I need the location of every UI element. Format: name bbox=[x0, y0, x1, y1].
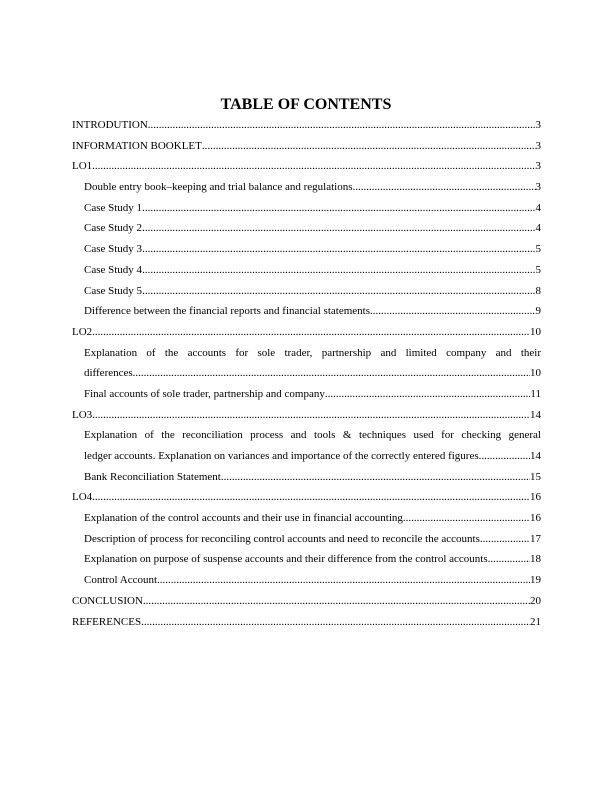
toc-entry-reconciliation-process[interactable] bbox=[72, 425, 541, 466]
toc-entry-page: 9 bbox=[535, 305, 541, 318]
toc-entry-label: Description of process for reconciling control accounts and need to reconcile the accounts bbox=[84, 532, 480, 545]
toc-entry-label: Double entry book–keeping and trial balance and regulations bbox=[84, 181, 353, 194]
toc-entry-case-study-4[interactable] bbox=[72, 260, 541, 281]
toc-entry-page: 19 bbox=[530, 574, 541, 587]
dot-leader bbox=[157, 570, 530, 591]
dot-leader bbox=[92, 405, 530, 426]
dot-leader bbox=[92, 156, 535, 177]
toc-entry-label-line1: Explanation of the reconciliation process and tools & techniques used for checking general bbox=[84, 429, 541, 442]
dot-leader bbox=[490, 549, 530, 570]
toc-entry-page: 15 bbox=[530, 470, 541, 483]
dot-leader bbox=[221, 467, 530, 488]
toc-entry-page: 17 bbox=[530, 532, 541, 545]
toc-entry-page: 11 bbox=[530, 387, 541, 400]
dot-leader bbox=[479, 446, 530, 467]
toc-entry-label: REFERENCES bbox=[72, 615, 142, 628]
toc-entry-final-accounts[interactable] bbox=[72, 384, 541, 405]
dot-leader bbox=[92, 322, 530, 343]
toc-entry-page: 3 bbox=[535, 160, 541, 173]
dot-leader bbox=[141, 612, 530, 633]
toc-entry-page: 21 bbox=[530, 615, 541, 628]
toc-entry-page: 8 bbox=[535, 284, 541, 297]
toc-entry-label: CONCLUSION bbox=[72, 594, 143, 607]
toc-entry-bank-reconciliation[interactable] bbox=[72, 467, 541, 488]
toc-entry-lo2[interactable] bbox=[72, 322, 541, 343]
toc-entry-page: 16 bbox=[530, 512, 541, 525]
toc-entry-label: Case Study 3 bbox=[84, 243, 143, 256]
toc-entry-page: 18 bbox=[530, 553, 541, 566]
toc-entry-difference-reports[interactable] bbox=[72, 301, 541, 322]
page-title: TABLE OF CONTENTS bbox=[220, 96, 392, 113]
toc-entry-label: LO2 bbox=[72, 325, 93, 338]
toc-entry-page: 16 bbox=[530, 491, 541, 504]
toc-entry-label: LO4 bbox=[72, 491, 93, 504]
toc-entry-label-line1: Explanation of the accounts for sole trader, partnership and limited company and their bbox=[84, 346, 541, 359]
toc-entry-label: Explanation on purpose of suspense accounts and their difference from the control accounts. bbox=[84, 553, 491, 566]
toc-entry-conclusion[interactable] bbox=[72, 591, 541, 612]
toc-entry-explanation-accounts[interactable] bbox=[72, 343, 541, 384]
dot-leader bbox=[480, 529, 530, 550]
toc-entry-lo3[interactable] bbox=[72, 405, 541, 426]
dot-leader bbox=[148, 115, 536, 136]
toc-entry-information-booklet[interactable] bbox=[72, 136, 541, 157]
toc-entry-label: Difference between the financial reports and financial statements. bbox=[84, 305, 373, 318]
toc-entry-label: Explanation of the control accounts and their use in financial accounting bbox=[84, 512, 403, 525]
dot-leader bbox=[142, 239, 535, 260]
toc-entry-page: 20 bbox=[530, 594, 541, 607]
toc-entry-page: 10 bbox=[530, 325, 541, 338]
toc-entry-control-accounts-use[interactable] bbox=[72, 508, 541, 529]
toc-entry-page: 3 bbox=[535, 181, 541, 194]
toc-entry-references[interactable] bbox=[72, 612, 541, 633]
dot-leader bbox=[373, 301, 536, 322]
toc-entry-label: Final accounts of sole trader, partnership and company bbox=[84, 387, 325, 400]
toc-entry-case-study-3[interactable] bbox=[72, 239, 541, 260]
toc-entry-label: LO3 bbox=[72, 408, 93, 421]
toc-entry-label: Case Study 1 bbox=[84, 201, 143, 214]
dot-leader bbox=[142, 281, 535, 302]
dot-leader bbox=[133, 363, 530, 384]
toc-entry-label: Case Study 5 bbox=[84, 284, 143, 297]
toc-entry-lo4[interactable] bbox=[72, 487, 541, 508]
toc-entry-page: 14 bbox=[530, 408, 541, 421]
toc-entry-label: Case Study 4 bbox=[84, 263, 143, 276]
dot-leader bbox=[142, 218, 535, 239]
dot-leader bbox=[92, 487, 530, 508]
toc-entry-page: 14 bbox=[530, 450, 541, 462]
dot-leader bbox=[325, 384, 531, 405]
toc-entry-page: 4 bbox=[535, 201, 541, 214]
toc-entry-case-study-2[interactable] bbox=[72, 218, 541, 239]
toc-entry-label: Case Study 2 bbox=[84, 222, 143, 235]
toc-entry-reconciling-control-accounts[interactable] bbox=[72, 529, 541, 550]
dot-leader bbox=[142, 198, 535, 219]
dot-leader bbox=[202, 136, 536, 157]
toc-entry-label: LO1 bbox=[72, 160, 93, 173]
toc-entry-control-account[interactable] bbox=[72, 570, 541, 591]
toc-entry-label-line2: differences bbox=[84, 367, 133, 380]
dot-leader bbox=[403, 508, 530, 529]
toc-entry-introduction[interactable] bbox=[72, 115, 541, 136]
toc-entry-case-study-5[interactable] bbox=[72, 281, 541, 302]
toc-entry-label: INFORMATION BOOKLET bbox=[72, 139, 202, 152]
toc-entry-page: 5 bbox=[535, 263, 541, 276]
toc-entry-label-line2: ledger accounts. Explanation on variances and importance of the correctly entered figures bbox=[84, 450, 479, 462]
dot-leader bbox=[353, 177, 536, 198]
toc-entry-suspense-accounts[interactable] bbox=[72, 549, 541, 570]
toc-entry-page: 10 bbox=[530, 367, 541, 380]
toc-entry-label: INTRODUTION bbox=[72, 119, 148, 131]
toc-entry-lo1[interactable] bbox=[72, 156, 541, 177]
toc-entry-page: 4 bbox=[535, 222, 541, 235]
toc-entry-label: Bank Reconciliation Statement bbox=[84, 470, 221, 483]
toc-entry-page: 3 bbox=[535, 119, 541, 131]
toc-entry-label: Control Account bbox=[84, 574, 158, 587]
toc-entry-case-study-1[interactable] bbox=[72, 198, 541, 219]
table-of-contents bbox=[72, 115, 541, 632]
toc-entry-page: 5 bbox=[535, 243, 541, 256]
toc-entry-page: 3 bbox=[535, 139, 541, 152]
dot-leader bbox=[142, 260, 535, 281]
toc-entry-double-entry[interactable] bbox=[72, 177, 541, 198]
dot-leader bbox=[143, 591, 530, 612]
